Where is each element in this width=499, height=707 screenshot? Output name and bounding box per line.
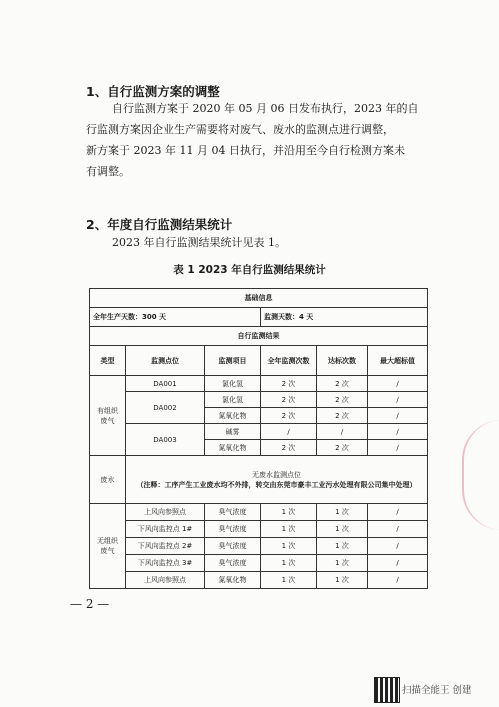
qr-code-icon xyxy=(374,677,400,703)
cell-max: / xyxy=(368,392,428,408)
scanner-watermark: 扫描全能王 创建 xyxy=(402,685,472,696)
cell-count: 1 次 xyxy=(261,572,317,589)
header-point: 监测点位 xyxy=(126,346,205,376)
cell-max: / xyxy=(368,555,428,572)
monitoring-results-table xyxy=(89,288,428,589)
cell-count: / xyxy=(261,424,317,440)
section-2-heading: 2、年度自行监测结果统计 xyxy=(86,217,233,232)
cell-item: 氮氧化物 xyxy=(205,408,261,424)
company-seal-fragment xyxy=(462,420,499,530)
cell-item: 氮氧化物 xyxy=(205,572,261,589)
cell-compliant: 2 次 xyxy=(317,408,368,424)
cell-point: 上风向参照点 xyxy=(126,504,205,521)
cell-item: 碱雾 xyxy=(205,424,261,440)
header-max-exceed: 最大超标值 xyxy=(368,346,428,376)
cell-compliant: 1 次 xyxy=(317,521,368,538)
section-1-line-3: 新方案于 2023 年 11 月 04 日执行，并沿用至今自行检测方案未 xyxy=(86,144,405,157)
cell-compliant: 2 次 xyxy=(317,376,368,392)
header-type: 类型 xyxy=(90,346,126,376)
cell-count: 2 次 xyxy=(261,392,317,408)
table-row xyxy=(90,555,428,572)
table-row xyxy=(90,376,428,392)
page-number: — 2 — xyxy=(70,597,110,611)
cell-item: 臭气浓度 xyxy=(205,555,261,572)
type-organized-gas: 有组织废气 xyxy=(90,376,126,456)
results-title: 自行监测结果 xyxy=(90,327,428,346)
header-compliant-count: 达标次数 xyxy=(317,346,368,376)
cell-max: / xyxy=(368,376,428,392)
table-caption: 表 1 2023 年自行监测结果统计 xyxy=(173,264,326,276)
cell-point: 下风向监控点 1# xyxy=(126,521,205,538)
cell-item: 臭气浓度 xyxy=(205,504,261,521)
cell-point: DA002 xyxy=(126,392,205,424)
section-1-line-4: 有调整。 xyxy=(86,165,130,178)
cell-item: 氮氧化物 xyxy=(205,440,261,456)
header-item: 监测项目 xyxy=(205,346,261,376)
wastewater-no-point: 无废水监测点位 xyxy=(252,470,302,479)
section-1-line-2: 行监测方案因企业生产需要将对废气、废水的监测点进行调整， xyxy=(86,123,394,136)
cell-max: / xyxy=(368,408,428,424)
cell-max: / xyxy=(368,538,428,555)
table-row xyxy=(90,521,428,538)
section-1-heading: 1、自行监测方案的调整 xyxy=(86,84,220,99)
table-row xyxy=(90,456,428,504)
cell-item: 臭气浓度 xyxy=(205,538,261,555)
cell-count: 1 次 xyxy=(261,504,317,521)
cell-compliant: / xyxy=(317,424,368,440)
cell-max: / xyxy=(368,440,428,456)
production-days: 全年生产天数：300 天 xyxy=(90,308,261,327)
table-row xyxy=(90,392,428,408)
section-1-line-1: 自行监测方案于 2020 年 05 月 06 日发布执行，2023 年的自 xyxy=(112,102,419,115)
cell-compliant: 1 次 xyxy=(317,572,368,589)
cell-compliant: 2 次 xyxy=(317,392,368,408)
cell-item: 氯化氢 xyxy=(205,392,261,408)
cell-compliant: 1 次 xyxy=(317,555,368,572)
cell-point: 下风向监控点 3# xyxy=(126,555,205,572)
type-unorganized-gas: 无组织废气 xyxy=(90,504,126,589)
monitoring-days: 监测天数：4 天 xyxy=(261,308,428,327)
cell-count: 2 次 xyxy=(261,408,317,424)
cell-item: 臭气浓度 xyxy=(205,521,261,538)
table-row xyxy=(90,572,428,589)
cell-max: / xyxy=(368,424,428,440)
table-row xyxy=(90,424,428,440)
type-wastewater: 废水 xyxy=(90,456,126,504)
cell-point: DA003 xyxy=(126,424,205,456)
cell-compliant: 1 次 xyxy=(317,538,368,555)
cell-count: 1 次 xyxy=(261,521,317,538)
cell-point: 下风向监控点 2# xyxy=(126,538,205,555)
cell-item: 氯化氢 xyxy=(205,376,261,392)
cell-count: 1 次 xyxy=(261,538,317,555)
header-annual-count: 全年监测次数 xyxy=(261,346,317,376)
section-2-intro: 2023 年自行监测结果统计见表 1。 xyxy=(112,236,286,249)
cell-max: / xyxy=(368,572,428,589)
table-row xyxy=(90,538,428,555)
cell-point: DA001 xyxy=(126,376,205,392)
cell-max: / xyxy=(368,521,428,538)
table-row xyxy=(90,504,428,521)
cell-count: 2 次 xyxy=(261,440,317,456)
basic-info-header: 基础信息 xyxy=(90,289,428,308)
wastewater-note: （注释：工序产生工业废水均不外排，转交由东莞市豪丰工业污水处理有限公司集中处理） xyxy=(136,480,417,489)
cell-count: 1 次 xyxy=(261,555,317,572)
cell-compliant: 2 次 xyxy=(317,440,368,456)
cell-count: 2 次 xyxy=(261,376,317,392)
cell-compliant: 1 次 xyxy=(317,504,368,521)
cell-point: 上风向参照点 xyxy=(126,572,205,589)
cell-max: / xyxy=(368,504,428,521)
